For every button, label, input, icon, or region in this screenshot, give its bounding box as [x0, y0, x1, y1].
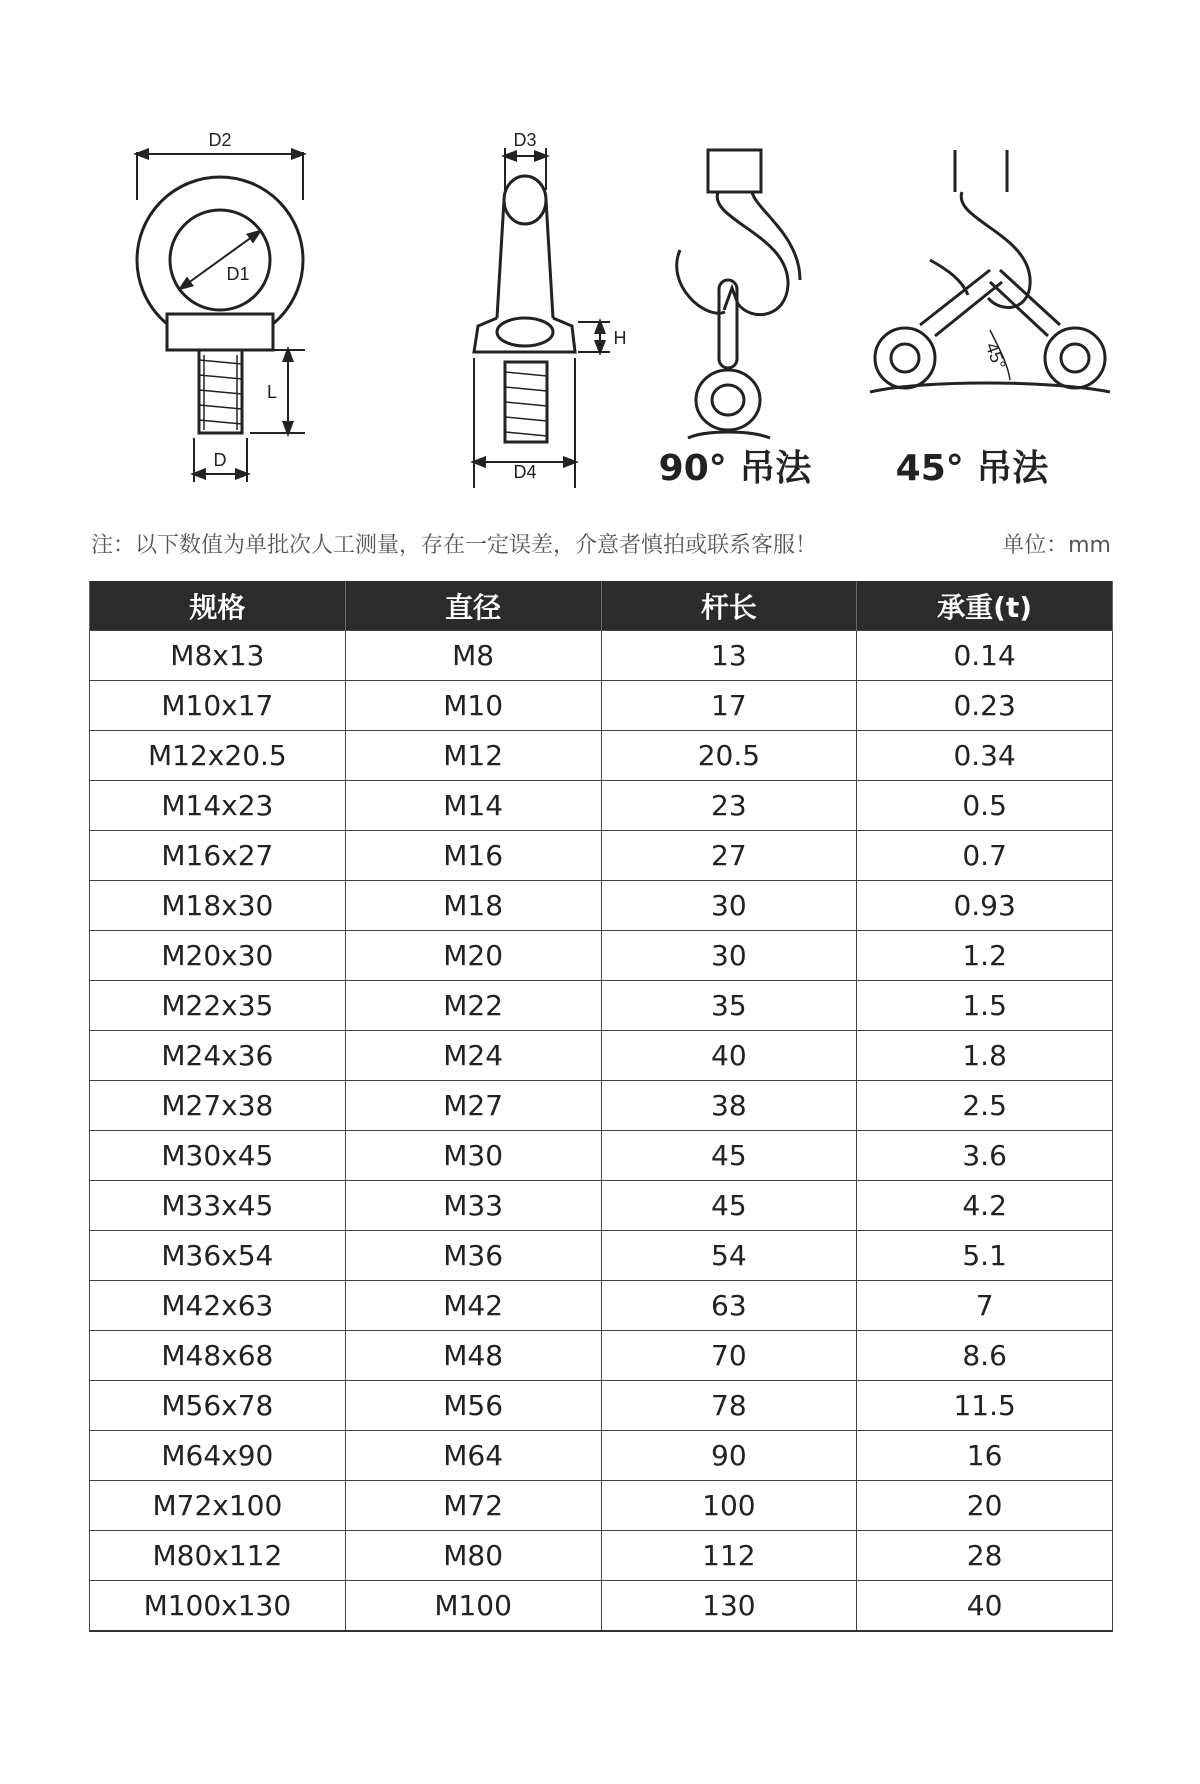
- cell-diameter: M30: [345, 1131, 601, 1181]
- cell-spec: M18x30: [90, 881, 346, 931]
- table-row: [90, 1031, 1113, 1081]
- table-row: [90, 1081, 1113, 1131]
- table-header-row: [90, 581, 1113, 631]
- cell-diameter: M33: [345, 1181, 601, 1231]
- cell-length: 45: [601, 1131, 857, 1181]
- cell-diameter: M20: [345, 931, 601, 981]
- header-load-capacity: 承重(t): [857, 581, 1113, 631]
- cell-length: 45: [601, 1181, 857, 1231]
- cell-diameter: M8: [345, 631, 601, 681]
- cell-diameter: M14: [345, 781, 601, 831]
- cell-load: 11.5: [857, 1381, 1113, 1431]
- cell-spec: M72x100: [90, 1481, 346, 1531]
- table-row: [90, 631, 1113, 681]
- cell-length: 27: [601, 831, 857, 881]
- cell-diameter: M36: [345, 1231, 601, 1281]
- dim-label-d: D: [213, 450, 227, 470]
- cell-load: 28: [857, 1531, 1113, 1581]
- cell-length: 17: [601, 681, 857, 731]
- dim-label-d4: D4: [513, 462, 537, 482]
- cell-load: 1.2: [857, 931, 1113, 981]
- cell-spec: M16x27: [90, 831, 346, 881]
- cell-spec: M48x68: [90, 1331, 346, 1381]
- dim-label-d1: D1: [226, 264, 250, 284]
- table-row: [90, 1281, 1113, 1331]
- cell-spec: M100x130: [90, 1581, 346, 1632]
- cell-spec: M30x45: [90, 1131, 346, 1181]
- dim-label-d3: D3: [513, 130, 537, 150]
- lifting-45-label: 45° 吊法: [895, 448, 1049, 489]
- cell-length: 13: [601, 631, 857, 681]
- cell-spec: M14x23: [90, 781, 346, 831]
- cell-length: 100: [601, 1481, 857, 1531]
- cell-load: 4.2: [857, 1181, 1113, 1231]
- spec-table: [89, 581, 1113, 1632]
- cell-length: 30: [601, 881, 857, 931]
- cell-length: 23: [601, 781, 857, 831]
- cell-spec: M33x45: [90, 1181, 346, 1231]
- cell-load: 2.5: [857, 1081, 1113, 1131]
- measurement-note: [91, 528, 1111, 558]
- cell-diameter: M56: [345, 1381, 601, 1431]
- cell-load: 5.1: [857, 1231, 1113, 1281]
- cell-length: 40: [601, 1031, 857, 1081]
- dim-label-d2: D2: [208, 130, 232, 150]
- cell-load: 40: [857, 1581, 1113, 1632]
- header-shank-length: 杆长: [601, 581, 857, 631]
- cell-length: 90: [601, 1431, 857, 1481]
- cell-diameter: M27: [345, 1081, 601, 1131]
- lifting-90-illustration: [677, 150, 800, 438]
- cell-length: 20.5: [601, 731, 857, 781]
- cell-length: 78: [601, 1381, 857, 1431]
- cell-spec: M22x35: [90, 981, 346, 1031]
- cell-spec: M56x78: [90, 1381, 346, 1431]
- cell-diameter: M48: [345, 1331, 601, 1381]
- cell-load: 20: [857, 1481, 1113, 1531]
- cell-length: 30: [601, 931, 857, 981]
- cell-length: 35: [601, 981, 857, 1031]
- cell-length: 70: [601, 1331, 857, 1381]
- cell-load: 3.6: [857, 1131, 1113, 1181]
- cell-spec: M27x38: [90, 1081, 346, 1131]
- table-row: [90, 1331, 1113, 1381]
- cell-load: 8.6: [857, 1331, 1113, 1381]
- cell-diameter: M18: [345, 881, 601, 931]
- table-row: [90, 1431, 1113, 1481]
- cell-length: 63: [601, 1281, 857, 1331]
- cell-spec: M8x13: [90, 631, 346, 681]
- eyebolt-side-view: [474, 148, 610, 488]
- table-row: [90, 1581, 1113, 1632]
- cell-load: 0.14: [857, 631, 1113, 681]
- cell-load: 0.34: [857, 731, 1113, 781]
- cell-load: 7: [857, 1281, 1113, 1331]
- table-row: [90, 931, 1113, 981]
- cell-spec: M80x112: [90, 1531, 346, 1581]
- cell-spec: M42x63: [90, 1281, 346, 1331]
- cell-diameter: M42: [345, 1281, 601, 1331]
- table-row: [90, 1381, 1113, 1431]
- table-row: [90, 981, 1113, 1031]
- table-row: [90, 831, 1113, 881]
- cell-diameter: M10: [345, 681, 601, 731]
- cell-load: 0.5: [857, 781, 1113, 831]
- angle-label-45: 45°: [981, 339, 1010, 373]
- table-row: [90, 1181, 1113, 1231]
- dim-label-h: H: [613, 328, 627, 348]
- cell-spec: M20x30: [90, 931, 346, 981]
- cell-diameter: M100: [345, 1581, 601, 1632]
- header-diameter: 直径: [345, 581, 601, 631]
- cell-diameter: M24: [345, 1031, 601, 1081]
- dim-label-l: L: [266, 382, 278, 402]
- table-row: [90, 1131, 1113, 1181]
- eyebolt-diagrams: [0, 100, 1200, 500]
- disclaimer-text: 注：以下数值为单批次人工测量，存在一定误差，介意者慎拍或联系客服！: [91, 533, 818, 558]
- cell-load: 1.8: [857, 1031, 1113, 1081]
- header-spec: 规格: [90, 581, 346, 631]
- table-row: [90, 781, 1113, 831]
- table-row: [90, 1481, 1113, 1531]
- table-row: [90, 881, 1113, 931]
- cell-load: 0.23: [857, 681, 1113, 731]
- cell-spec: M36x54: [90, 1231, 346, 1281]
- cell-diameter: M12: [345, 731, 601, 781]
- eyebolt-front-view: [137, 152, 305, 482]
- cell-length: 54: [601, 1231, 857, 1281]
- cell-diameter: M22: [345, 981, 601, 1031]
- table-row: [90, 681, 1113, 731]
- table-row: [90, 1231, 1113, 1281]
- table-row: [90, 731, 1113, 781]
- cell-length: 38: [601, 1081, 857, 1131]
- cell-spec: M10x17: [90, 681, 346, 731]
- cell-spec: M12x20.5: [90, 731, 346, 781]
- cell-diameter: M16: [345, 831, 601, 881]
- cell-diameter: M64: [345, 1431, 601, 1481]
- cell-load: 0.93: [857, 881, 1113, 931]
- cell-spec: M24x36: [90, 1031, 346, 1081]
- cell-load: 1.5: [857, 981, 1113, 1031]
- cell-load: 16: [857, 1431, 1113, 1481]
- cell-diameter: M80: [345, 1531, 601, 1581]
- lifting-90-label: 90° 吊法: [658, 448, 812, 489]
- cell-load: 0.7: [857, 831, 1113, 881]
- cell-length: 112: [601, 1531, 857, 1581]
- cell-spec: M64x90: [90, 1431, 346, 1481]
- table-row: [90, 1531, 1113, 1581]
- cell-diameter: M72: [345, 1481, 601, 1531]
- cell-length: 130: [601, 1581, 857, 1632]
- unit-label: 单位：mm: [1002, 533, 1111, 558]
